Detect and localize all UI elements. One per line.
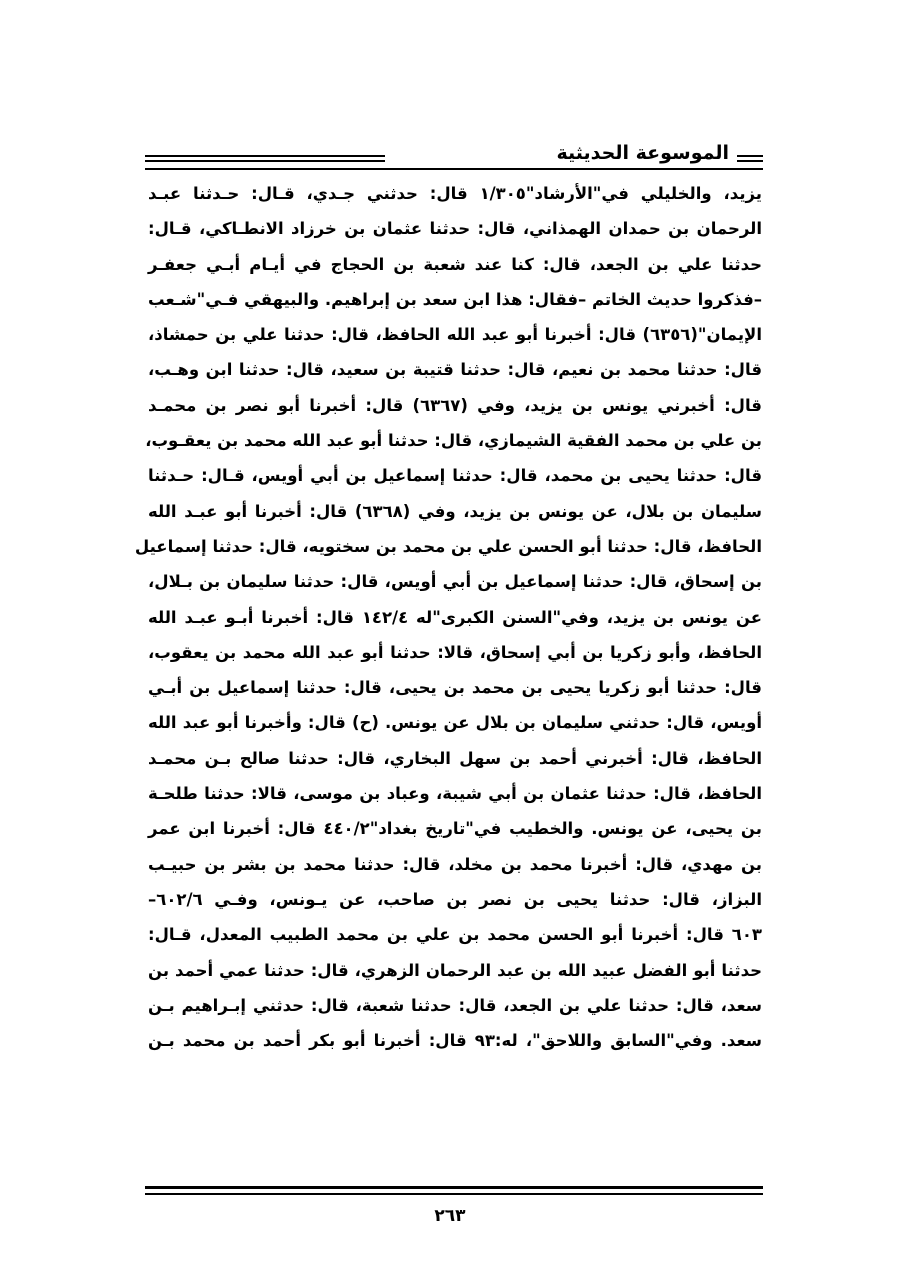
text-line: الحافظ، قال: حدثنا عثمان بن أبي شيبة، وعباد بن موسى، قالا: حدثنا طلحـة (148, 784, 762, 804)
header-underline (145, 168, 763, 170)
text-line: الإيمان"(٦٣٥٦) قال: أخبرنا أبو عبد الله الحافظ، قال: حدثنا علي بن حمشاذ، (148, 325, 762, 345)
text-line: سعد. وفي"السابق واللاحق"، له:٩٣ قال: أخبرنا أبو بكر أحمد بن محمد بـن (148, 1031, 762, 1051)
text-line: الحافظ، قال: حدثنا أبو الحسن علي بن محمد بن سختويه، قال: حدثنا إسماعيل (134, 536, 762, 556)
header-rule (145, 155, 385, 157)
text-line: الرحمان بن حمدان الهمذاني، قال: حدثنا عثمان بن خرزاد الانطـاكي، قـال: (148, 219, 762, 239)
text-line: قال: أخبرني يونس بن يزيد، وفي (٦٣٦٧) قال: أخبرنا أبو نصر بن محمـد (148, 395, 762, 415)
text-line: قال: حدثنا أبو زكريا يحيى بن محمد بن يحيى، قال: حدثنا إسماعيل بن أبـي (148, 678, 762, 698)
text-line: الحافظ، قال: أخبرني أحمد بن سهل البخاري، قال: حدثنا صالح بـن محمـد (148, 748, 762, 768)
text-line: حدثنا علي بن الجعد، قال: كنا عند شعبة بن الحجاج في أيـام أبـي جعفـر (148, 254, 762, 274)
text-line: عن يونس بن يزيد، وفي"السنن الكبرى"له ١٤٢/٤ قال: أخبرنا أبـو عبـد الله (148, 607, 762, 627)
running-header (145, 140, 763, 170)
text-line: أويس، قال: حدثني سليمان بن بلال عن يونس. (ح) قال: وأخبرنا أبو عبد الله (148, 713, 762, 733)
text-line: الحافظ، وأبو زكريا بن أبي إسحاق، قالا: حدثنا أبو عبد الله محمد بن يعقوب، (148, 642, 762, 662)
header-rule (737, 155, 763, 157)
text-line: سعد، قال: حدثنا علي بن الجعد، قال: حدثنا شعبة، قال: حدثني إبـراهيم بـن (148, 995, 762, 1015)
header-rule (145, 160, 385, 162)
text-line: بن يحيى، عن يونس. والخطيب في"تاريخ بغداد"٤٤٠/٢ قال: أخبرنا ابن عمر (148, 819, 762, 839)
text-line: –فذكروا حديث الخاتم –فقال: هذا ابن سعد بن إبراهيم. والبيهقي فـي"شـعب (147, 289, 762, 309)
header-rule (737, 160, 763, 162)
text-line: يزيد، والخليلي في"الأرشاد"١/٣٠٥ قال: حدثني جـدي، قـال: حـدثنا عبـد (148, 184, 762, 203)
text-line: بن إسحاق، قال: حدثنا إسماعيل بن أبي أويس، قال: حدثنا سليمان بن بـلال، (148, 572, 762, 592)
page-number: ٢٦٣ (434, 1206, 466, 1226)
text-line: بن علي بن محمد الفقية الشيمازي، قال: حدثنا أبو عبد الله محمد بن يعقـوب، (145, 431, 762, 451)
text-line: بن مهدي، قال: أخبرنا محمد بن مخلد، قال: حدثنا محمد بن بشر بن حبيـب (148, 854, 762, 874)
text-line: ٦٠٣ قال: أخبرنا أبو الحسن محمد بن علي بن محمد الطبيب المعدل، قـال: (148, 925, 762, 945)
text-line: سليمان بن بلال، عن يونس بن يزيد، وفي (٦٣٦٨) قال: أخبرنا أبو عبـد الله (148, 501, 762, 521)
page-body (134, 176, 762, 1058)
footer-rule (145, 1193, 763, 1195)
text-line: البزاز، قال: حدثنا يحيى بن نصر بن صاحب، عن يـونس، وفـي ٦٠٢/٦– (148, 889, 762, 909)
footer-rule (145, 1186, 763, 1189)
book-title: الموسوعة الحديثية (549, 140, 738, 166)
text-line: حدثنا أبو الفضل عبيد الله بن عبد الرحمان الزهري، قال: حدثنا عمي أحمد بن (148, 960, 762, 980)
text-line: قال: حدثنا محمد بن نعيم، قال: حدثنا قتيبة بن سعيد، قال: حدثنا ابن وهـب، (148, 360, 762, 380)
text-line: قال: حدثنا يحيى بن محمد، قال: حدثنا إسماعيل بن أبي أويس، قـال: حـدثنا (148, 466, 762, 486)
